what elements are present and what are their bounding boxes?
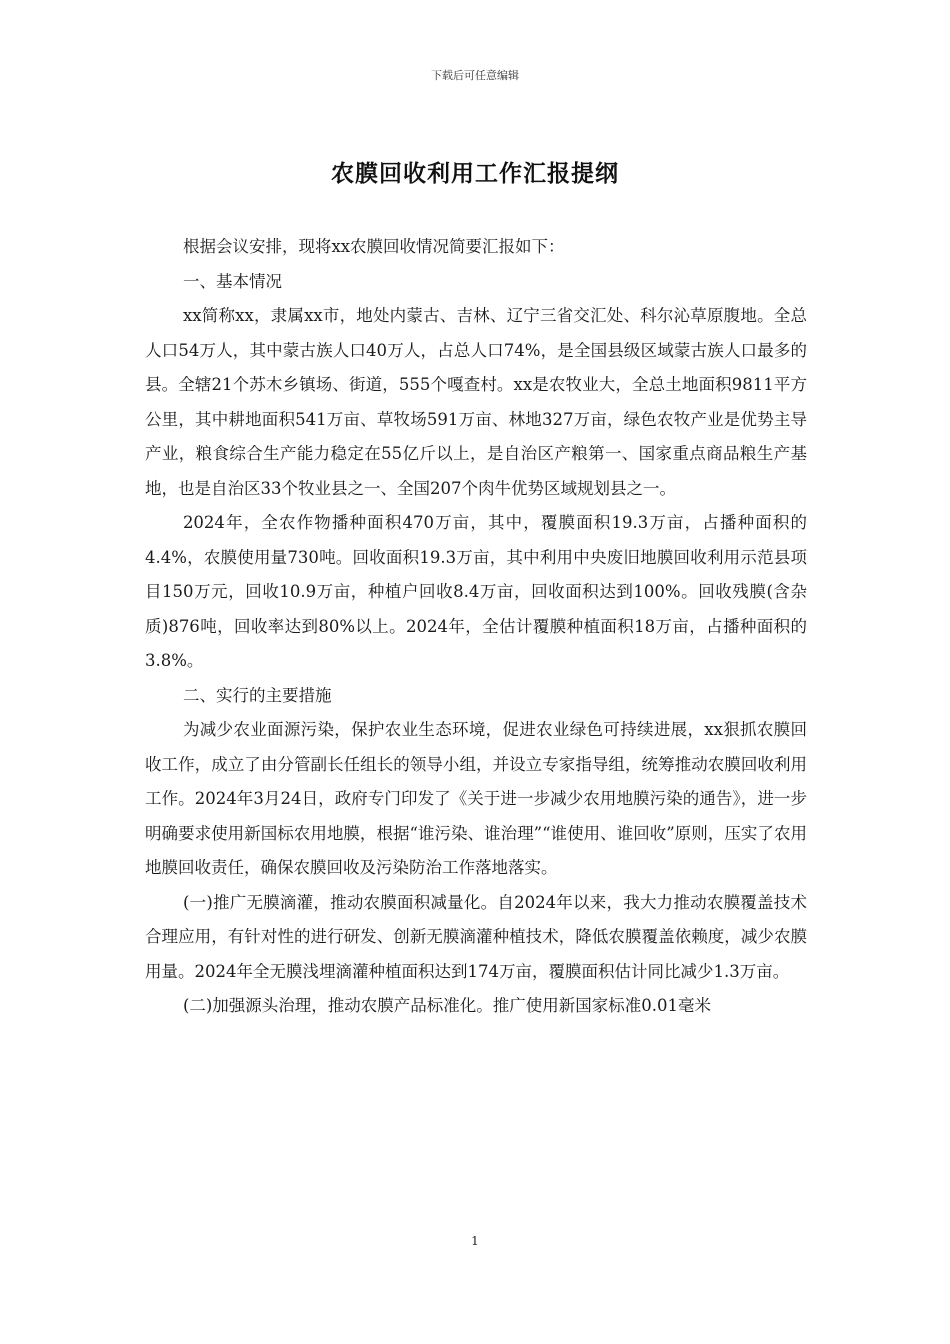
section-heading-main-measures: 二、实行的主要措施	[182, 685, 332, 705]
paragraph-measure-2: (二)加强源头治理，推动农膜产品标准化。推广使用新国家标准0.01毫米	[182, 996, 712, 1015]
paragraph-intro: 根据会议安排，现将xx农膜回收情况简要汇报如下：	[182, 237, 565, 256]
header-note: 下载后可任意编辑	[431, 69, 519, 82]
paragraph-2024-statistics: 2024年，全农作物播种面积470万亩，其中，覆膜面积19.3万亩，占播种面积的4.4%，农膜使用量730吨。回收面积19.3万亩，其中利用中央废旧地膜回收利用示范县项目150万元，回收10.9万亩，种植户回收8.4万亩，回收面积达到100%。回收残膜(含杂质)876吨，回收率达到80%以上。2024年，全估计覆膜种植面积18万亩，占播种面积的3.8%。	[145, 513, 807, 670]
paragraph-measures-overview: 为减少农业面源污染，保护农业生态环境，促进农业绿色可持续进展，xx狠抓农膜回收工作，成立了由分管副长任组长的领导小组，并设立专家指导组，统筹推动农膜回收利用工作。2024年3月24日，政府专门印发了《关于进一步减少农用地膜污染的通告》，进一步明确要求使用新国标农用地膜，根据“谁污染、谁治理”“谁使用、谁回收”原则，压实了农用地膜回收责任，确保农膜回收及污染防治工作落地落实。	[145, 720, 807, 877]
page-number: 1	[471, 1234, 479, 1248]
section-heading-basic-situation: 一、基本情况	[182, 271, 282, 291]
paragraph-county-overview: xx简称xx，隶属xx市，地处内蒙古、吉林、辽宁三省交汇处、科尔沁草原腹地。全总人口54万人，其中蒙古族人口40万人，占总人口74%，是全国县级区域蒙古族人口最多的县。全辖21个苏木乡镇场、街道，555个嘎查村。xx是农牧业大，全总土地面积9811平方公里，其中耕地面积541万亩、草牧场591万亩、林地327万亩，绿色农牧产业是优势主导产业，粮食综合生产能力稳定在55亿斤以上，是自治区产粮第一、国家重点商品粮生产基地，也是自治区33个牧业县之一、全国207个肉牛优势区域规划县之一。	[145, 306, 807, 498]
paragraph-measure-1: (一)推广无膜滴灌，推动农膜面积减量化。自2024年以来，我大力推动农膜覆盖技术合理应用，有针对性的进行研发、创新无膜滴灌种植技术，降低农膜覆盖依赖度，减少农膜用量。2024年全无膜浅埋滴灌种植面积达到174万亩，覆膜面积估计同比减少1.3万亩。	[145, 892, 807, 981]
document-body	[145, 230, 807, 1024]
document-title: 农膜回收利用工作汇报提纲	[331, 160, 619, 187]
